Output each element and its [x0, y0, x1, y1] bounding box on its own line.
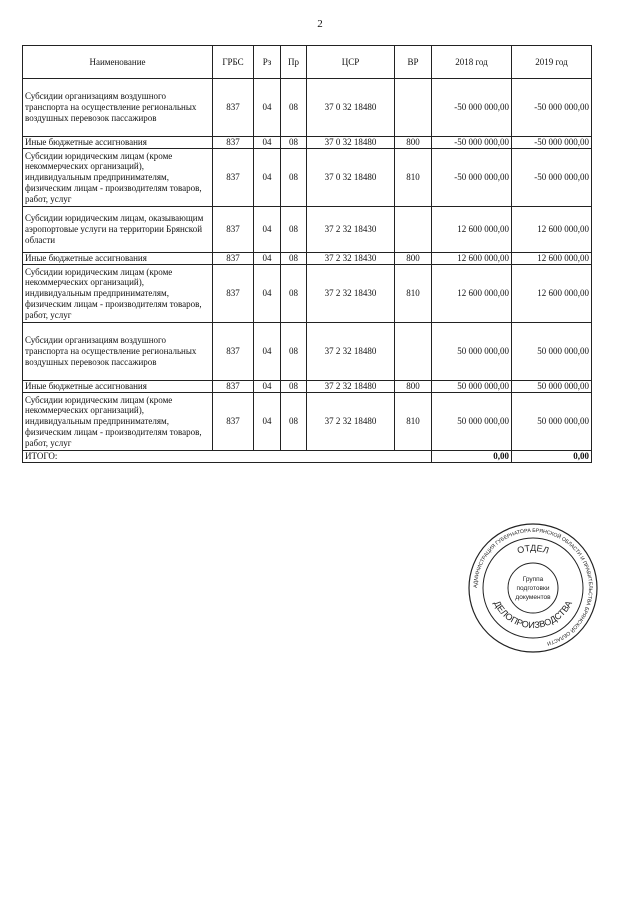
- cell-rz: 04: [254, 207, 281, 253]
- cell-name: Субсидии организациям воздушного транспорта на осуществление региональных воздушных перевозок пассажиров: [23, 79, 213, 137]
- table-row: [23, 323, 592, 381]
- cell-name: Субсидии юридическим лицам, оказывающим аэропортовые услуги на территории Брянской области: [23, 207, 213, 253]
- stamp-title-top: ОТДЕЛ: [515, 542, 551, 556]
- cell-2018: -50 000 000,00: [432, 137, 512, 149]
- cell-name: Иные бюджетные ассигнования: [23, 253, 213, 265]
- total-2018: 0,00: [432, 451, 512, 463]
- stamp-title-bottom: ДЕЛОПРОИЗВОДСТВА: [491, 598, 575, 631]
- cell-2019: 50 000 000,00: [512, 393, 592, 451]
- cell-name: Субсидии организациям воздушного транспорта на осуществление региональных воздушных перевозок пассажиров: [23, 323, 213, 381]
- cell-grbs: 837: [213, 253, 254, 265]
- cell-2019: -50 000 000,00: [512, 137, 592, 149]
- cell-pr: 08: [281, 265, 307, 323]
- cell-rz: 04: [254, 253, 281, 265]
- cell-pr: 08: [281, 381, 307, 393]
- cell-2019: 12 600 000,00: [512, 253, 592, 265]
- cell-2019: 12 600 000,00: [512, 207, 592, 253]
- cell-vr: [395, 207, 432, 253]
- cell-grbs: 837: [213, 149, 254, 207]
- cell-pr: 08: [281, 149, 307, 207]
- cell-pr: 08: [281, 323, 307, 381]
- table-row: [23, 381, 592, 393]
- cell-rz: 04: [254, 323, 281, 381]
- office-stamp: [466, 521, 600, 655]
- cell-rz: 04: [254, 137, 281, 149]
- table-header-row: [23, 46, 592, 79]
- cell-vr: 810: [395, 149, 432, 207]
- cell-vr: 810: [395, 393, 432, 451]
- page-number: 2: [317, 18, 323, 30]
- budget-table: [22, 45, 592, 463]
- table-row: [23, 393, 592, 451]
- cell-vr: [395, 323, 432, 381]
- cell-name: Субсидии юридическим лицам (кроме некоммерческих организаций), индивидуальным предпринимателям, физическим лицам - производителям товаров, работ, услуг: [23, 149, 213, 207]
- stamp-outer-text: АДМИНИСТРАЦИЯ ГУБЕРНАТОРА БРЯНСКОЙ ОБЛАСТИ И ПРАВИТЕЛЬСТВА БРЯНСКОЙ ОБЛАСТИ: [472, 527, 594, 647]
- cell-pr: 08: [281, 253, 307, 265]
- header-2018: 2018 год: [432, 46, 512, 79]
- header-vr: ВР: [395, 46, 432, 79]
- cell-rz: 04: [254, 149, 281, 207]
- cell-2018: 12 600 000,00: [432, 253, 512, 265]
- cell-name: Субсидии юридическим лицам (кроме некоммерческих организаций), индивидуальным предпринимателям, физическим лицам - производителям товаров, работ, услуг: [23, 393, 213, 451]
- stamp-center-line: документов: [515, 594, 551, 601]
- header-name: Наименование: [23, 46, 213, 79]
- cell-vr: 800: [395, 137, 432, 149]
- cell-csr: 37 0 32 18480: [307, 137, 395, 149]
- cell-pr: 08: [281, 393, 307, 451]
- cell-grbs: 837: [213, 381, 254, 393]
- cell-name: Иные бюджетные ассигнования: [23, 137, 213, 149]
- cell-2019: 50 000 000,00: [512, 323, 592, 381]
- cell-grbs: 837: [213, 393, 254, 451]
- cell-grbs: 837: [213, 79, 254, 137]
- cell-csr: 37 2 32 18430: [307, 253, 395, 265]
- header-csr: ЦСР: [307, 46, 395, 79]
- cell-2019: 12 600 000,00: [512, 265, 592, 323]
- table-row: [23, 207, 592, 253]
- cell-grbs: 837: [213, 323, 254, 381]
- cell-2019: -50 000 000,00: [512, 149, 592, 207]
- cell-2019: -50 000 000,00: [512, 79, 592, 137]
- cell-2019: 50 000 000,00: [512, 381, 592, 393]
- header-2019: 2019 год: [512, 46, 592, 79]
- cell-rz: 04: [254, 393, 281, 451]
- cell-name: Иные бюджетные ассигнования: [23, 381, 213, 393]
- cell-2018: -50 000 000,00: [432, 79, 512, 137]
- header-rz: Рз: [254, 46, 281, 79]
- table-row: [23, 137, 592, 149]
- stamp-center-line: подготовки: [516, 585, 550, 592]
- cell-vr: [395, 79, 432, 137]
- stamp-center-line: Группа: [522, 576, 544, 583]
- cell-csr: 37 2 32 18480: [307, 381, 395, 393]
- cell-2018: 50 000 000,00: [432, 381, 512, 393]
- cell-2018: 12 600 000,00: [432, 265, 512, 323]
- cell-csr: 37 0 32 18480: [307, 149, 395, 207]
- cell-csr: 37 2 32 18480: [307, 393, 395, 451]
- total-2019: 0,00: [512, 451, 592, 463]
- cell-2018: 12 600 000,00: [432, 207, 512, 253]
- cell-pr: 08: [281, 207, 307, 253]
- cell-csr: 37 2 32 18480: [307, 323, 395, 381]
- cell-2018: 50 000 000,00: [432, 393, 512, 451]
- cell-2018: -50 000 000,00: [432, 149, 512, 207]
- cell-vr: 800: [395, 381, 432, 393]
- header-pr: Пр: [281, 46, 307, 79]
- cell-pr: 08: [281, 137, 307, 149]
- cell-csr: 37 2 32 18430: [307, 265, 395, 323]
- table-row: [23, 79, 592, 137]
- cell-pr: 08: [281, 79, 307, 137]
- cell-csr: 37 2 32 18430: [307, 207, 395, 253]
- cell-grbs: 837: [213, 207, 254, 253]
- table-row: [23, 253, 592, 265]
- cell-2018: 50 000 000,00: [432, 323, 512, 381]
- cell-rz: 04: [254, 265, 281, 323]
- total-row: [23, 451, 592, 463]
- cell-vr: 800: [395, 253, 432, 265]
- cell-grbs: 837: [213, 265, 254, 323]
- table-row: [23, 265, 592, 323]
- cell-rz: 04: [254, 381, 281, 393]
- total-label: ИТОГО:: [23, 451, 432, 463]
- cell-vr: 810: [395, 265, 432, 323]
- cell-rz: 04: [254, 79, 281, 137]
- cell-name: Субсидии юридическим лицам (кроме некоммерческих организаций), индивидуальным предпринимателям, физическим лицам - производителям товаров, работ, услуг: [23, 265, 213, 323]
- cell-csr: 37 0 32 18480: [307, 79, 395, 137]
- cell-grbs: 837: [213, 137, 254, 149]
- header-grbs: ГРБС: [213, 46, 254, 79]
- table-row: [23, 149, 592, 207]
